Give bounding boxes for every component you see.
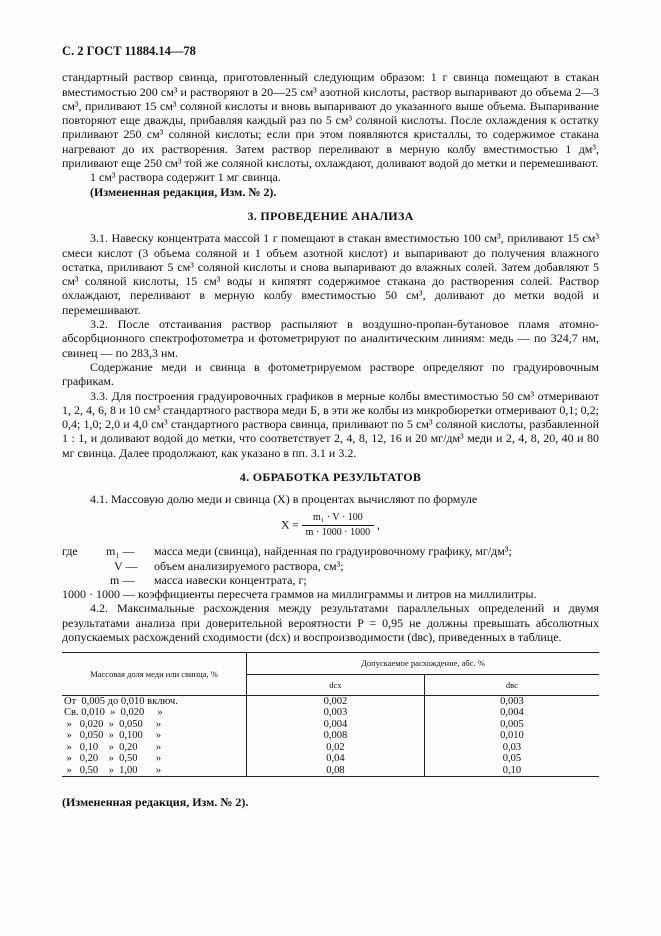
definition-row-wide: 1000 · 1000 — коэффициенты пересчета граммов на миллиграммы и литров на миллилитры. [62, 587, 537, 602]
cell-dvs: 0,10 [424, 765, 599, 777]
definition-row [62, 559, 599, 573]
formula-denominator: m · 1000 · 1000 [305, 526, 371, 538]
cell-dvs: 0,05 [424, 753, 599, 765]
section-3-2: 3.2. После отстаивания раствор распыляют в воздушно-пропан-бутановое пламя атомно-абсорбционного спектрофотометра и фотометрируют по аналитическим линиям: медь — по 324,7 нм, свинец — по 283,3 нм. [62, 317, 599, 360]
cell-dcx: 0,02 [247, 742, 425, 754]
formula [62, 511, 599, 541]
table-row [62, 765, 599, 777]
table-row [62, 753, 599, 765]
definition-row [62, 544, 599, 558]
section-3-2-note: Содержание меди и свинца в фотометрируемом растворе определяют по градуировочным графикам. [62, 359, 599, 389]
section-3-1: 3.1. Навеску концентрата массой 1 г помещают в стакан вместимостью 100 см³, приливают 15 см³ смеси кислот (3 объема соляной и 1 объем азотной кислот) и выпаривают до получения влажного остатка, приливают 5 см³ соляной кислоты и снова выпаривают до влажных солей. Затем добавляют 5 см³ соляной кислоты, 15 см³ воды и кипятят содержимое стакана до растворения солей. Раствор охлаждают, переливают в мерную колбу вместимостью 50 см³, доливают до метки водой и перемешивают. [62, 231, 599, 317]
cell-dcx: 0,004 [247, 719, 425, 731]
where-label: где [62, 544, 78, 559]
intro-concentration-note: 1 см³ раствора содержит 1 мг свинца. [90, 170, 281, 185]
definition-text: объем анализируемого раствора, см³; [154, 558, 344, 573]
page-header: С. 2 ГОСТ 11884.14—78 [62, 44, 196, 58]
formula-numerator: m₁ · V · 100 [302, 511, 374, 526]
definition-row [62, 573, 599, 587]
intro-paragraph: стандартный раствор свинца, приготовленный следующим образом: 1 г свинца помещают в стакан вместимостью 200 см³ и растворяют в 20—25 см³ азотной кислоты, раствор выпаривают до объема 2—3 см³, приливают 15 см³ соляной кислоты и вновь выпаривают до указанного выше объема. Выпаривание повторяют еще дважды, прибавляя каждый раз по 5 см³ соляной кислоты. После охлаждения к остатку приливают 250 см³ соляной кислоты; если при этом появляются кристаллы, то содержимое стакана нагревают до их растворения. Затем раствор переливают в мерную колбу вместимостью 1 дм³, приливают еще 250 см³ той же соляной кислоты, охлаждают, доливают водой до метки и перемешивают. [62, 70, 599, 171]
section-3-title: 3. ПРОВЕДЕНИЕ АНАЛИЗА [247, 208, 414, 223]
cell-range: » 0,20 » 0,50 » [64, 753, 162, 765]
cell-dvs: 0,005 [424, 719, 599, 731]
cell-range: От 0,005 до 0,010 включ. [64, 695, 178, 707]
section-3-3: 3.3. Для построения градуировочных графиков в мерные колбы вместимостью 50 см³ отмеривают 1, 2, 4, 6, 8 и 10 см³ стандартного раствора меди Б, в эти же колбы из микробюретки отмеривают 0,1; 0,2; 0,4; 1,0; 2,0 и 4,0 см³ стандартного раствора свинца, приливают по 5 см³ соляной кислоты, разбавленной 1 : 1, и доливают водой до метки, что соответствует 2, 4, 8, 12, 16 и 20 мг/дм³ меди и 2, 4, 8, 20, 40 и 80 мг свинца. Далее продолжают, как указано в пп. 3.1 и 3.2. [62, 388, 599, 460]
cell-dvs: 0,004 [424, 707, 599, 719]
formula-tail: , [377, 519, 380, 532]
cell-range: » 0,10 » 0,20 » [64, 741, 162, 753]
footer-amendment-note: (Измененная редакция, Изм. № 2). [62, 795, 249, 810]
section-4-title: 4. ОБРАБОТКА РЕЗУЛЬТАТОВ [239, 470, 422, 485]
cell-range: » 0,020 » 0,050 » [64, 718, 162, 730]
tolerance-table [62, 652, 599, 777]
definition-key: m — [110, 572, 135, 587]
cell-dcx: 0,008 [247, 730, 425, 742]
table-row [62, 742, 599, 754]
cell-dcx: 0,08 [247, 765, 425, 777]
table-row [62, 695, 599, 707]
cell-range: » 0,050 » 0,100 » [64, 730, 162, 742]
variable-definitions [62, 544, 599, 601]
cell-dcx: 0,003 [247, 707, 425, 719]
definition-text: масса меди (свинца), найденная по градуировочному графику, мг/дм³; [154, 544, 512, 559]
formula-fraction [302, 511, 374, 541]
definition-key: V — [114, 558, 138, 573]
cell-dvs: 0,003 [424, 695, 599, 707]
cell-dvs: 0,010 [424, 730, 599, 742]
definition-key: m₁ — [106, 544, 135, 559]
col-header-fraction: Массовая доля меди или свинца, % [62, 653, 247, 696]
col-header-group: Допускаемое расхождение, абс. % [247, 653, 600, 674]
definition-text: масса навески концентрата, г; [154, 572, 307, 587]
table-row [62, 719, 599, 731]
section-4-1: 4.1. Массовую долю меди и свинца (X) в процентах вычисляют по формуле [90, 492, 478, 507]
cell-dvs: 0,03 [424, 742, 599, 754]
cell-dcx: 0,002 [247, 695, 425, 707]
cell-range: » 0,50 » 1,00 » [62, 765, 247, 777]
amendment-note: (Измененная редакция, Изм. № 2). [90, 184, 277, 199]
col-header-dcx: dсх [247, 674, 425, 695]
table-body [62, 695, 599, 777]
table-row [62, 730, 599, 742]
formula-lhs: X = [281, 519, 299, 532]
section-4-2: 4.2. Максимальные расхождения между результатами параллельных определений и двумя результатами анализа при доверительной вероятности P = 0,95 не должны превышать абсолютных допускаемых расхождений сходимости (dсх) и воспроизводимости (dвс), приведенных в таблице. [62, 601, 599, 644]
cell-range: Св. 0,010 » 0,020 » [64, 707, 163, 719]
cell-dcx: 0,04 [247, 753, 425, 765]
document-page [62, 44, 599, 810]
col-header-dvs: dвс [424, 674, 599, 695]
table-row [62, 707, 599, 719]
